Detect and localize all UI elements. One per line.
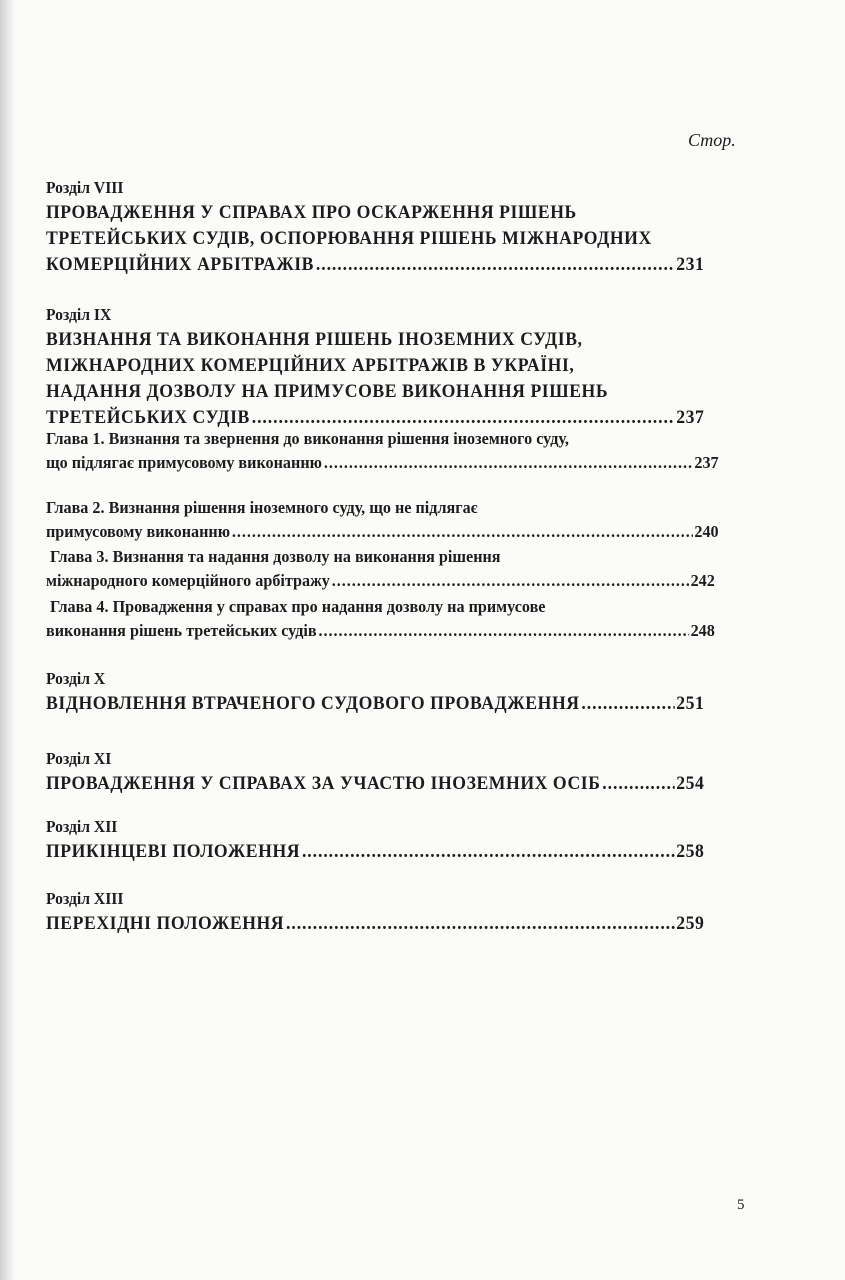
dot-leader xyxy=(286,911,674,937)
page-ref: 258 xyxy=(676,841,705,862)
page-ref: 242 xyxy=(690,571,715,590)
section-label: Розділ XIII xyxy=(46,889,124,908)
section-label: Розділ XII xyxy=(46,817,118,836)
section-label: Розділ IX xyxy=(46,305,112,324)
section-title-line: МІЖНАРОДНИХ КОМЕРЦІЙНИХ АРБІТРАЖІВ В УКРАЇНІ, xyxy=(46,355,575,376)
dot-leader xyxy=(324,451,693,475)
page-ref: 248 xyxy=(690,621,715,640)
toc-section-xii[interactable] xyxy=(46,815,754,865)
chapter-title-line: Глава 4. Провадження у справах про надання дозволу на примусове xyxy=(50,597,546,616)
toc-chapter-3[interactable] xyxy=(46,545,754,593)
chapter-title-line: Глава 3. Визнання та надання дозволу на виконання рішення xyxy=(50,547,501,566)
page-ref: 254 xyxy=(676,773,705,794)
section-title-line: ПРОВАДЖЕННЯ У СПРАВАХ ЗА УЧАСТЮ ІНОЗЕМНИХ ОСІБ xyxy=(46,773,601,794)
section-title-line: КОМЕРЦІЙНИХ АРБІТРАЖІВ xyxy=(46,254,315,275)
dot-leader xyxy=(319,619,689,643)
toc-chapter-2[interactable] xyxy=(46,496,754,544)
page-ref: 231 xyxy=(676,254,705,275)
section-title-line: ТРЕТЕЙСЬКИХ СУДІВ xyxy=(46,407,250,428)
page-ref: 237 xyxy=(694,453,719,472)
section-label: Розділ X xyxy=(46,669,106,688)
page-ref: 237 xyxy=(676,407,705,428)
toc-section-x[interactable] xyxy=(46,667,754,717)
section-title-line: ПРОВАДЖЕННЯ У СПРАВАХ ПРО ОСКАРЖЕННЯ РІШЕНЬ xyxy=(46,202,577,223)
toc-section-xi[interactable] xyxy=(46,747,754,797)
section-title-line: ВИЗНАННЯ ТА ВИКОНАННЯ РІШЕНЬ ІНОЗЕМНИХ СУДІВ, xyxy=(46,329,583,350)
page-column-header: Стор. xyxy=(688,130,736,150)
chapter-title-line: міжнародного комерційного арбітражу xyxy=(46,571,330,590)
dot-leader xyxy=(316,252,675,278)
chapter-title-line: Глава 2. Визнання рішення іноземного суду, що не підлягає xyxy=(46,498,478,517)
toc-section-ix[interactable] xyxy=(46,303,754,431)
toc-section-xiii[interactable] xyxy=(46,887,754,937)
chapter-title-line: примусовому виконанню xyxy=(46,522,231,541)
section-title-line: ПЕРЕХІДНІ ПОЛОЖЕННЯ xyxy=(46,913,285,934)
section-label: Розділ VIII xyxy=(46,178,124,197)
section-title-line: ПРИКІНЦЕВІ ПОЛОЖЕННЯ xyxy=(46,841,301,862)
section-title-line: НАДАННЯ ДОЗВОЛУ НА ПРИМУСОВЕ ВИКОНАННЯ РІШЕНЬ xyxy=(46,381,609,402)
book-spine-shadow xyxy=(0,0,16,1280)
dot-leader xyxy=(581,691,674,717)
dot-leader xyxy=(332,569,689,593)
chapter-title-line: виконання рішень третейських судів xyxy=(46,621,317,640)
page-ref: 259 xyxy=(676,913,705,934)
chapter-title-line: Глава 1. Визнання та звернення до виконання рішення іноземного суду, xyxy=(46,429,569,448)
section-title-line: ТРЕТЕЙСЬКИХ СУДІВ, ОСПОРЮВАННЯ РІШЕНЬ МІЖНАРОДНИХ xyxy=(46,228,652,249)
page-ref: 240 xyxy=(694,522,719,541)
page-number: 5 xyxy=(737,1197,745,1213)
section-title-line: ВІДНОВЛЕННЯ ВТРАЧЕНОГО СУДОВОГО ПРОВАДЖЕННЯ xyxy=(46,693,580,714)
toc-section-viii[interactable] xyxy=(46,176,754,278)
chapter-title-line: що підлягає примусовому виконанню xyxy=(46,453,322,472)
toc-chapter-1[interactable] xyxy=(46,427,754,475)
toc-chapter-4[interactable] xyxy=(46,595,754,643)
dot-leader xyxy=(602,771,674,797)
dot-leader xyxy=(302,839,674,865)
dot-leader xyxy=(232,520,693,544)
page-ref: 251 xyxy=(676,693,705,714)
section-label: Розділ XI xyxy=(46,749,112,768)
